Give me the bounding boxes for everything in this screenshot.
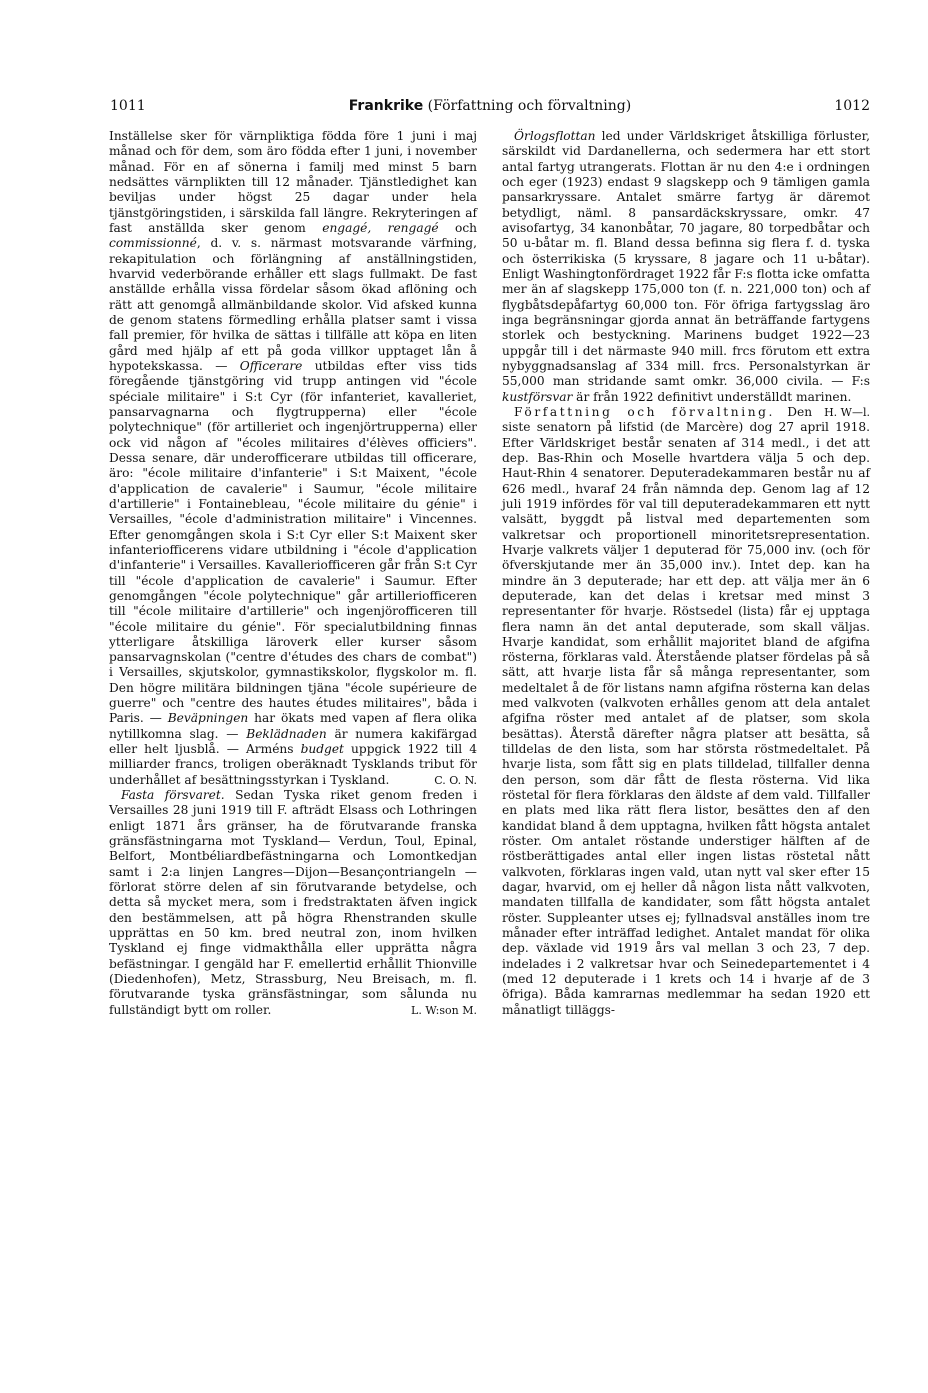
section-heading: Författning och förvaltning.	[514, 404, 776, 419]
paragraph-military-service	[109, 129, 477, 788]
text-run: och	[454, 220, 477, 235]
paragraph-constitution	[502, 405, 870, 1018]
right-column	[502, 129, 870, 1018]
text-run: har ökats med vapen af flera olika nytillkomna slag. —	[109, 711, 478, 741]
italic-term: Officerare	[239, 358, 303, 373]
author-signature: C. O. N.	[434, 773, 477, 787]
italic-term: Beklädnaden	[246, 726, 327, 741]
italic-term: Beväpningen	[167, 711, 249, 726]
text-run: är från 1922 definitivt underställdt marinen.	[576, 389, 852, 404]
page-header	[110, 98, 870, 118]
author-signature: L. W:son M.	[411, 1003, 477, 1017]
author-signature: H. W—l.	[824, 405, 870, 419]
left-column	[109, 129, 477, 1018]
page-number-right: 1012	[834, 98, 870, 114]
text-run: Inställelse sker för värnpliktiga födda före 1 juni i maj månad och för dem, som äro födda efter 1 juni, i november månad. För en af sönerna i familj med minst 5 barn nedsättes värnplikten till 12 månader. Tjänstledighet kan beviljas under högst 25 dagar under hela tjänstgöringstiden, i särskilda fall längre. Rekryteringen af fast anställda sker genom	[109, 129, 477, 235]
italic-term: budget	[300, 742, 344, 757]
text-run: uppgick 1922 till 4 milliarder francs, troligen oberäknadt Tysklands tribut för underhållet af besättningsstyrkan i Tyskland.	[109, 742, 477, 787]
running-title-sub: (Författning och förvaltning)	[427, 98, 632, 114]
text-run: är numera kakifärgad eller helt ljusblå. — Arméns	[109, 726, 478, 757]
italic-term: commissionné	[109, 236, 197, 251]
running-title-main: Frankrike	[348, 98, 424, 114]
italic-term: kustförsvar	[502, 389, 573, 404]
paragraph-fixed-defence	[109, 788, 477, 1018]
section-heading: Fasta försvaret.	[121, 788, 225, 803]
text-run: Den siste senatorn på lifstid (de Marcère) dog 27 april 1918. Efter Världskriget består senaten af 314 medl., i det att dep. Bas-Rhin och Moselle hvartdera välja 5 och dep. Haut-Rhin 4 senatorer. Deputeradekammaren består nu af 626 medl., hvaraf 24 från nämnda dep. Genom lag af 12 juli 1919 infördes för val till deputeradekammaren ett nytt valsätt, byggdt på listval med departementen som valkretsar och proportionell minoritetsrepresentation. Hvarje valkrets väljer 1 deputerad för 75,000 inv. (och för öfverskjutande mer än 35,000 inv.). Intet dep. kan ha mindre än 3 deputerade; har ett dep. att välja mer än 6 deputerade, kan det delas i kretsar med minst 3 representanter för hvarje. Röstsedel (lista) får ej upptaga flera namn än det antal deputerade, som skall väljas. Hvarje kandidat, som erhållit majoritet bland de afgifna rösterna, förklaras vald. Återstående platser fördelas på så sätt, att hvarje lista får så många representanter, som medeltalet å de för listans namn afgifna rösterna kan delas med valkvoten (valkvoten erhålles genom att dela antalet afgifna röster med antalet af de platser, som skola besättas). Återstå därefter några platser att besätta, så tilldelas de den lista, som har största röstmedeltalet. På hvarje lista, som fått sig en plats tilldelad, tillfaller denna den person, som där fått de flesta rösterna. Vid lika röstetal för flera förklaras den äldste af dem vald. Tillfaller en plats med lika rätt flera listor, besättes den af den kandidat bland å dem upptagna, hvilken fått högsta antalet röster. Om antalet röstande understiger hälften af de röstberättigades antal eller ingen listas röstetal nått valkvoten, förklaras ingen vald, utan nytt val sker efter 15 dagar, hvarvid, om ej heller då någon lista nått valkvoten, mandaten tillfalla de kandidater, som fått högsta antalet röster. Suppleanter utses ej; fyllnadsval anställes inom tre månader efter inträffad ledighet. Antalet mandat för olika dep. växlade vid 1919 års val mellan 3 och 23, 7 dep. indelades i 2 valkretsar hvar och Seinedepartementet i 4 (med 12 deputerade i 1 krets och 14 i hvarje af de 3 öfriga). Båda kamrarnas medlemmar ha sedan 1920 ett månatligt tilläggs-	[502, 404, 870, 1017]
page-number-left: 1011	[110, 98, 146, 114]
text-run: utbildas efter viss tids föregående tjänstgöring vid trupp antingen vid "école spéciale militaire" i S:t Cyr (för infanteriet, kavalleriet, pansarvagnarna och flygtrupperna) eller "école polytechnique" (för artilleriet och ingenjörtrupperna) eller ock vid någon af "écoles militaires d'élèves officiers". Dessa senare, där underofficerare utbildas till officerare, äro: "école militaire d'infanterie" i S:t Maixent, "école d'application de cavalerie" i Saumur, "école militaire d'artillerie" i Fontainebleau, "école militaire du génie" i Versailles, "école d'administration militaire" i Vincennes. Efter genomgången skola i S:t Cyr eller S:t Maixent sker infanteriofficerens vidare utbildning i "école d'application d'infanterie" i Versailles. Kavalleriofficeren går från S:t Cyr till "école d'application de cavalerie" i Saumur. Efter genomgången "école polytechnique" går artilleriofficeren till "école militaire d'artillerie" och ingenjörofficeren till "école militaire du génie". För specialutbildning finnas ytterligare åtskilliga läroverk eller kurser såsom pansarvagnskolan ("centre d'études des chars de combat") i Versailles, skjutskolor, gymnastikskolor, flygskolor m. fl. Den högre militära bildningen tjäna "école supérieure de guerre" och "centre des hautes études militaires", båda i Paris. —	[109, 358, 478, 726]
text-run: led under Världskriget åtskilliga förluster, särskildt vid Dardanellerna, och sedermera har ett stort antal fartyg utrangerats. Flottan är nu den 4:e i ordningen och eger (1923) endast 9 slagskepp och 9 tämligen gamla pansarkryssare. Antalet smärre fartyg är däremot betydligt, näml. 8 pansardäckskryssare, omkr. 47 avisofartyg, 34 kanonbåtar, 70 jagare, 80 torpedbåtar och 50 u-båtar m. fl. Bland dessa befinna sig flera f. d. tyska och österrikiska (5 kryssare, 8 jagare och 11 u-båtar). Enligt Washingtonfördraget 1922 får F:s flotta icke omfatta mer än af slagskepp 175,000 ton (f. n. 221,000 ton) och af flygbåtsdepåfartyg 60,000 ton. För öfriga fartygsslag äro inga begränsningar gjorda annat än beträffande fartygens storlek och bestyckning. Marinens budget 1922—23 uppgår till i det närmaste 940 mill. frcs förutom ett extra nybyggnadsanslag af 334 mill. frcs. Personalstyrkan är 55,000 man stridande samt omkr. 36,000 civila. — F:s	[502, 129, 870, 389]
running-title	[110, 98, 870, 114]
text-run: , d. v. s. närmast motsvarande värfning, rekapitulation och förlängning af anställningstiden, hvarvid vederbörande erhåller ett slags fullmakt. De fast anställde erhålla vissa fördelar såsom ökad aflöning och rätt att genomgå allmänbildande skolor. Vid afsked kunna de genom statens förmedling erhålla platser samt i vissa fall premier, för hvilka de sättas i tillfälle att köpa en liten gård med hjälp af ett på goda villkor upptaget lån å hypotekskassa. —	[109, 236, 477, 373]
text-run: Sedan Tyska riket genom freden i Versailles 28 juni 1919 till F. afträdt Elsass och Lothringen enligt 1871 års gränser, ha de förutvarande franska gränsfästningarna mot Tyskland— Verdun, Toul, Epinal, Belfort, Montbéliardbefästningarna och Lomontkedjan samt i 2:a linjen Langres—Dijon—Besançontriangeln — förlorat större delen af sin förutvarande betydelse, och detta så mycket mera, som i fredstraktaten äfven ingick den bestämmelsen, att på högra Rhenstranden skulle upprättas en 50 km. bred neutral zon, inom hvilken Tyskland ej finge vidmakthålla eller upprätta några befästningar. I gengäld har F. emellertid erhållit Thionville (Diedenhofen), Metz, Strassburg, Neu Breisach, m. fl. förutvarande tyska gränsfästningar, som sålunda nu fullständigt bytt om roller.	[109, 788, 478, 1017]
italic-term: engagé, rengagé	[322, 220, 439, 235]
section-heading: Örlogsflottan	[514, 129, 596, 143]
